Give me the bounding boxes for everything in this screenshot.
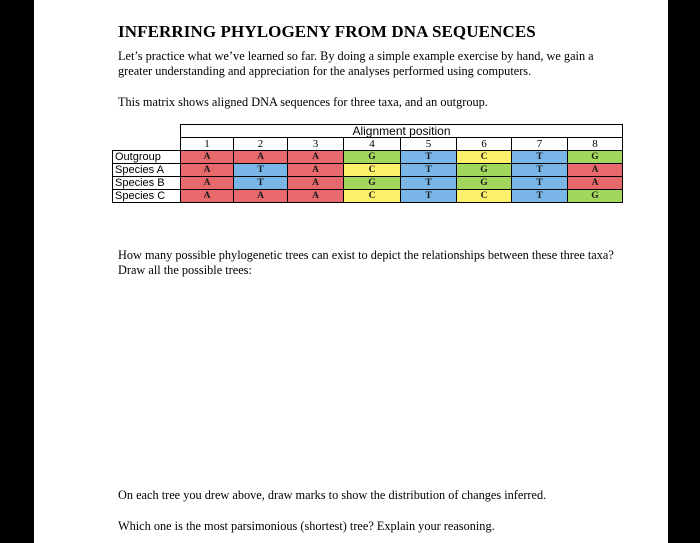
base-cell: T bbox=[234, 164, 288, 177]
base-cell: A bbox=[288, 190, 344, 203]
alignment-header-row bbox=[113, 125, 623, 138]
base-cell: A bbox=[568, 177, 623, 190]
blank-corner bbox=[113, 125, 181, 138]
base-cell: G bbox=[344, 177, 401, 190]
intro-paragraph: Let’s practice what we’ve learned so far. By doing a simple example exercise by hand, we gain a greater understanding and appreciation for the analyses performed using computers. bbox=[118, 49, 594, 78]
base-cell: T bbox=[401, 177, 457, 190]
taxon-row bbox=[113, 190, 623, 203]
base-cell: A bbox=[181, 190, 234, 203]
base-cell: A bbox=[288, 164, 344, 177]
alignment-header: Alignment position bbox=[181, 125, 623, 138]
base-cell: C bbox=[457, 151, 512, 164]
taxon-row bbox=[113, 177, 623, 190]
taxon-label: Outgroup bbox=[113, 151, 181, 164]
base-cell: A bbox=[181, 177, 234, 190]
position-label: 2 bbox=[234, 138, 288, 151]
position-label: 1 bbox=[181, 138, 234, 151]
page-title: INFERRING PHYLOGENY FROM DNA SEQUENCES bbox=[118, 22, 536, 41]
base-cell: C bbox=[457, 190, 512, 203]
taxon-label: Species C bbox=[113, 190, 181, 203]
worksheet-page bbox=[34, 0, 668, 543]
base-cell: A bbox=[234, 151, 288, 164]
trees-question: How many possible phylogenetic trees can exist to depict the relationships between these three taxa? Draw all the possible trees: bbox=[118, 248, 614, 277]
position-label: 6 bbox=[457, 138, 512, 151]
base-cell: T bbox=[512, 190, 568, 203]
base-cell: C bbox=[344, 190, 401, 203]
position-row bbox=[113, 138, 623, 151]
base-cell: A bbox=[181, 164, 234, 177]
taxon-row bbox=[113, 164, 623, 177]
base-cell: A bbox=[288, 151, 344, 164]
position-label: 4 bbox=[344, 138, 401, 151]
blank-corner bbox=[113, 138, 181, 151]
taxon-label: Species B bbox=[113, 177, 181, 190]
base-cell: G bbox=[568, 190, 623, 203]
base-cell: G bbox=[344, 151, 401, 164]
base-cell: T bbox=[401, 190, 457, 203]
base-cell: A bbox=[234, 190, 288, 203]
matrix-description: This matrix shows aligned DNA sequences for three taxa, and an outgroup. bbox=[118, 95, 488, 109]
alignment-matrix bbox=[112, 124, 623, 203]
taxon-row bbox=[113, 151, 623, 164]
parsimony-question: Which one is the most parsimonious (shortest) tree? Explain your reasoning. bbox=[118, 519, 495, 533]
base-cell: A bbox=[288, 177, 344, 190]
taxon-label: Species A bbox=[113, 164, 181, 177]
base-cell: G bbox=[457, 164, 512, 177]
position-label: 3 bbox=[288, 138, 344, 151]
position-label: 7 bbox=[512, 138, 568, 151]
base-cell: T bbox=[512, 164, 568, 177]
base-cell: A bbox=[181, 151, 234, 164]
position-label: 8 bbox=[568, 138, 623, 151]
base-cell: T bbox=[401, 151, 457, 164]
base-cell: G bbox=[568, 151, 623, 164]
base-cell: G bbox=[457, 177, 512, 190]
base-cell: T bbox=[512, 151, 568, 164]
base-cell: C bbox=[344, 164, 401, 177]
marks-question: On each tree you drew above, draw marks to show the distribution of changes inferred. bbox=[118, 488, 547, 502]
base-cell: A bbox=[568, 164, 623, 177]
position-label: 5 bbox=[401, 138, 457, 151]
base-cell: T bbox=[512, 177, 568, 190]
base-cell: T bbox=[234, 177, 288, 190]
base-cell: T bbox=[401, 164, 457, 177]
